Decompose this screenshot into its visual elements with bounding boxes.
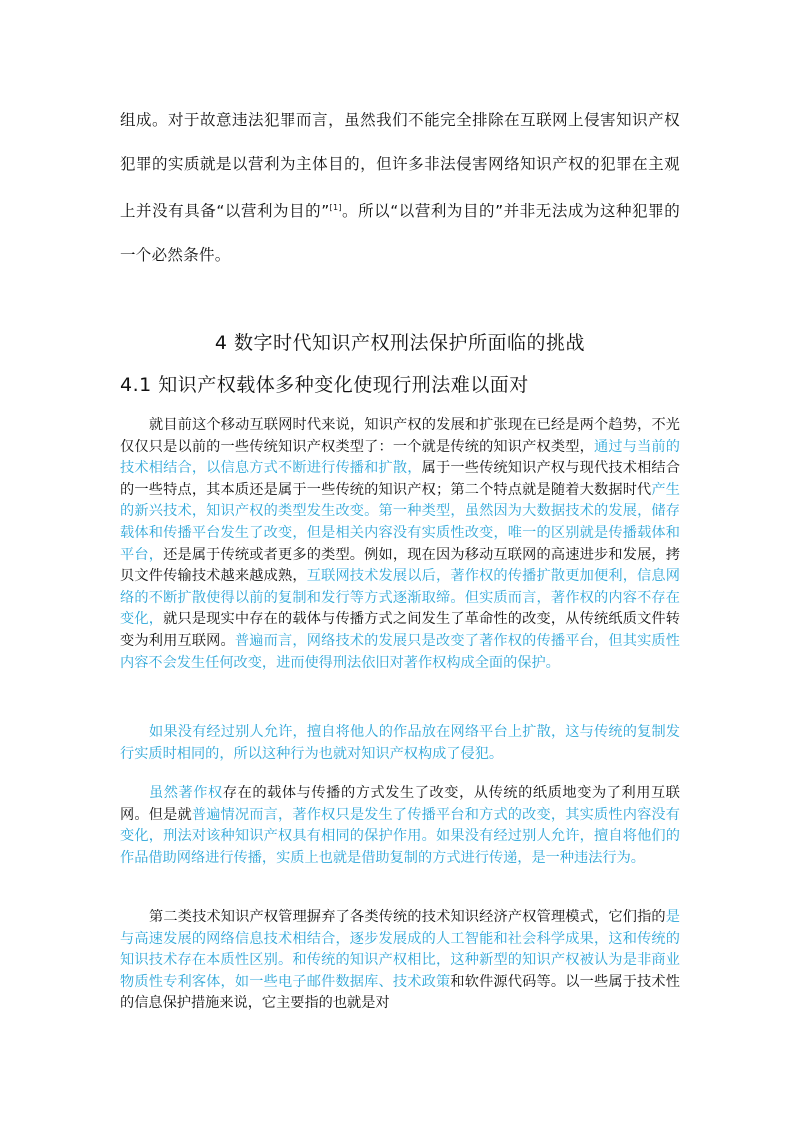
intro-text-pre: 组成。对于故意违法犯罪而言，虽然我们不能完全排除在互联网上侵害知识产权犯罪的实质就是以营利为主体目的，但许多非法侵害网络知识产权的犯罪在主观上并没有具备“以营利为目的”: [120, 111, 680, 220]
p1-highlight-4: 普遍而言，网络技术的发展只是改变了著作权的传播平台，但其实质性内容不会发生任何改变，进而使得刑法依旧对著作权构成全面的保护。: [120, 632, 680, 671]
p1-text-1: 就目前这个移动互联网时代来说，知识产权的发展和扩张现在已经是两个趋势，不光仅仅只是以前的一些传统知识产权类型了：一个就是传统的知识产权类型，: [120, 417, 680, 455]
body-paragraph-1: [120, 415, 680, 674]
body-paragraph-4: [120, 907, 680, 1015]
p1-text-4: 就只是现实中存在的载体与传播方式之间发生了革命性的改变，从传统纸质文件转变为利用互联网。: [120, 611, 680, 649]
p1-highlight-3: 互联网技术发展以后，著作权的传播扩散更加便利，信息网络的不断扩散使得以前的复制和发行等方式逐渐取缔。但实质而言，著作权的内容不存在变化，: [120, 568, 680, 628]
p3-highlight-2: 普遍情况而言，著作权只是发生了传播平台和方式的改变，其实质性内容没有变化，刑法对该种知识产权具有相同的保护作用。如果没有经过别人允许，擅自将他们的作品借助网络进行传播，实质上也就是借助复制的方式进行传递，是一种违法行为。: [120, 806, 680, 866]
subsection-heading: 4.1 知识产权载体多种变化使现行刑法难以面对: [120, 374, 529, 396]
p4-text-1: 第二类技术知识产权管理摒弃了各类传统的技术知识经济产权管理模式，它们指的: [149, 909, 666, 925]
body-paragraph-2: 如果没有经过别人允许，擅自将他人的作品放在网络平台上扩散，这与传统的复制发行实质时相同的，所以这种行为也就对知识产权构成了侵犯。: [120, 724, 680, 762]
body-paragraph-3: [120, 783, 680, 869]
intro-paragraph: [120, 98, 680, 277]
p1-highlight-2: 产生的新兴技术，知识产权的类型发生改变。第一种类型，虽然因为大数据技术的发展，储存载体和传播平台发生了改变，但是相关内容没有实质性改变，唯一的区别就是传播载体和平台，: [120, 481, 680, 563]
intro-text-post: 。所以“以营利为目的”并非无法成为这种犯罪的一个必然条件。: [120, 202, 680, 264]
p1-highlight-1: 通过与当前的技术相结合，以信息方式不断进行传播和扩散，: [120, 438, 680, 477]
p4-text-2: 和软件源代码等。以一些属于技术性的信息保护措施来说，它主要指的也就是对: [120, 973, 680, 1012]
p1-text-2: 属于一些传统知识产权与现代技术相结合的一些特点，其本质还是属于一些传统的知识产权；第二个特点就是随着大数据时代: [120, 460, 680, 498]
section-heading: 4 数字时代知识产权刑法保护所面临的挑战: [214, 332, 586, 354]
citation-ref: [1]: [329, 203, 342, 212]
p3-text-1: 存在的载体与传播的方式发生了改变，从传统的纸质地变为了利用互联网。但是就: [120, 785, 680, 823]
p4-highlight-1: 是与高速发展的网络信息技术相结合，逐步发展成的人工智能和社会科学成果，这和传统的知识技术存在本质性区别。和传统的知识产权相比，这种新型的知识产权被认为是非商业物质性专利客体，如一些电子邮件数据库、技术政策: [120, 909, 680, 990]
p1-text-3: 还是属于传统或者更多的类型。例如，现在因为移动互联网的高速进步和发展，拷贝文件传输技术越来越成熟，: [120, 546, 680, 585]
p3-highlight-1: 虽然著作权: [149, 785, 223, 801]
